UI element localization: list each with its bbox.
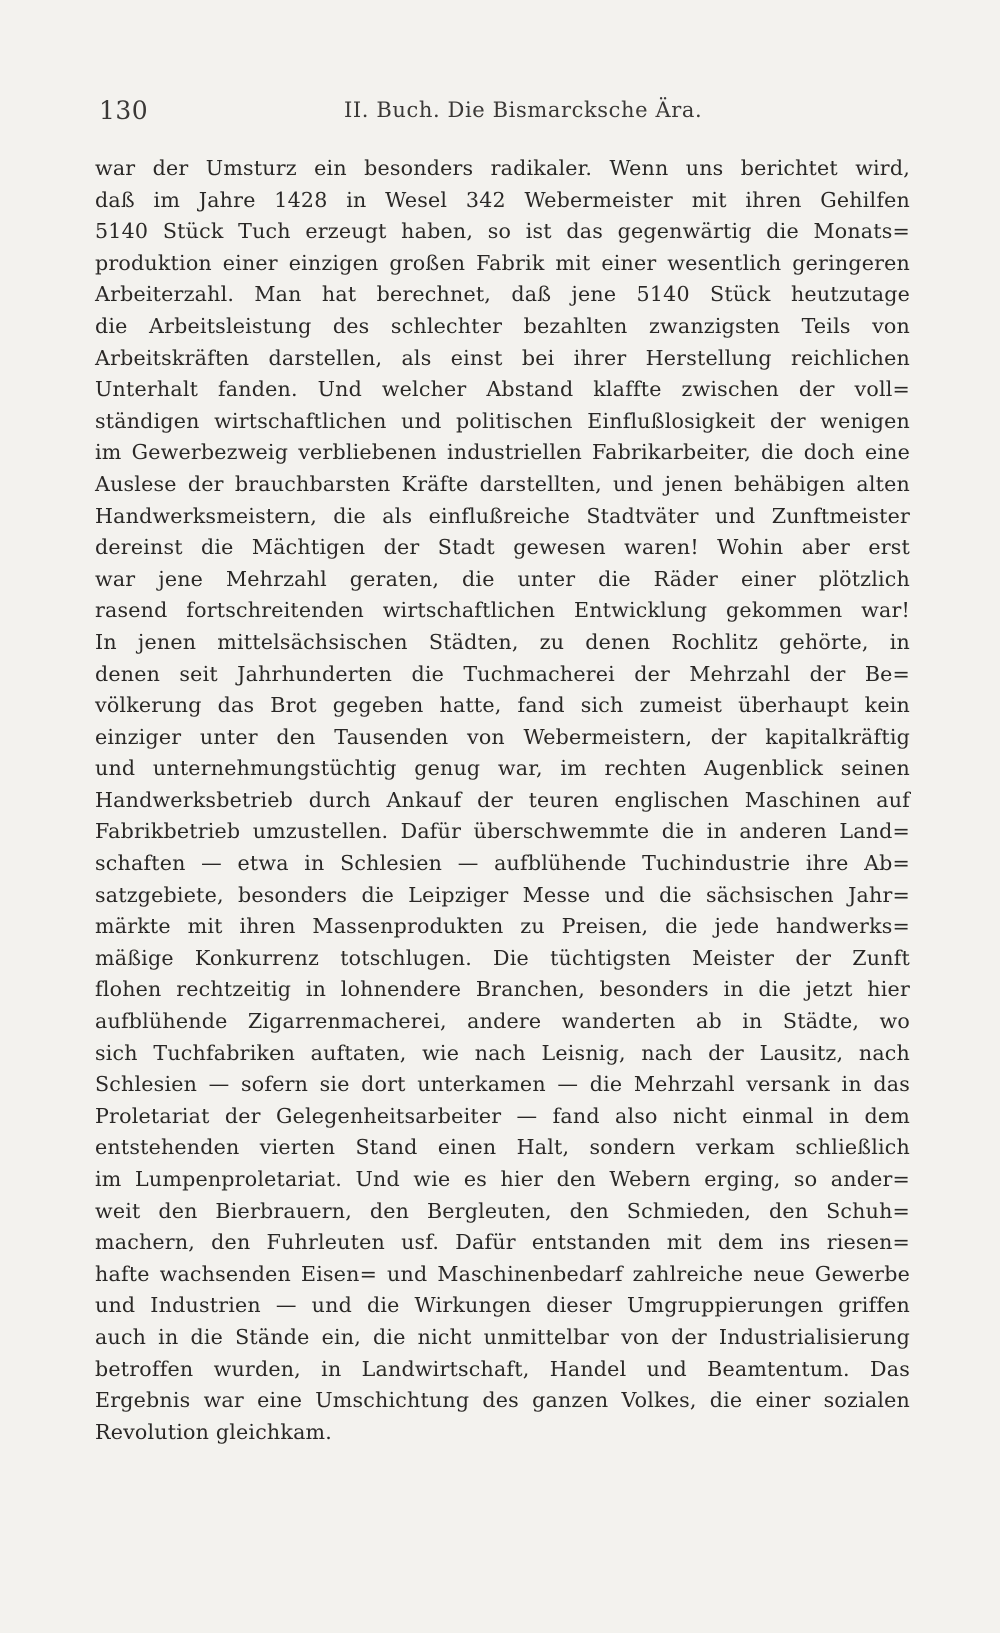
text-line: rasend fortschreitenden wirtschaftlichen Entwicklung gekommen war! <box>95 598 910 623</box>
text-line: aufblühende Zigarrenmacherei, andere wanderten ab in Städte, wo <box>95 1009 910 1034</box>
text-line: daß im Jahre 1428 in Wesel 342 Webermeister mit ihren Gehilfen <box>95 187 910 212</box>
text-line: Fabrikbetrieb umzustellen. Dafür überschwemmte die in anderen Land= <box>95 819 910 844</box>
text-line: Proletariat der Gelegenheitsarbeiter — fand also nicht einmal in dem <box>95 1103 910 1128</box>
text-line: denen seit Jahrhunderten die Tuchmacherei der Mehrzahl der Be= <box>95 661 910 686</box>
text-line: Arbeiterzahl. Man hat berechnet, daß jene 5140 Stück heutzutage <box>95 282 910 307</box>
text-line: produktion einer einzigen großen Fabrik mit einer wesentlich geringeren <box>95 250 910 275</box>
text-line: Ergebnis war eine Umschichtung des ganzen Volkes, die einer sozialen <box>95 1388 910 1413</box>
text-line: im Lumpenproletariat. Und wie es hier den Webern erging, so ander= <box>95 1167 910 1191</box>
text-line: Arbeitskräften darstellen, als einst bei ihrer Herstellung reichlichen <box>95 345 910 370</box>
text-line: sich Tuchfabriken auftaten, wie nach Leisnig, nach der Lausitz, nach <box>95 1040 910 1065</box>
text-line: war jene Mehrzahl geraten, die unter die Räder einer plötzlich <box>95 566 910 591</box>
page-header <box>99 96 909 136</box>
text-line: völkerung das Brot gegeben hatte, fand sich zumeist überhaupt kein <box>95 693 910 718</box>
text-line: machern, den Fuhrleuten usf. Dafür entstanden mit dem ins riesen= <box>95 1230 910 1255</box>
text-line: dereinst die Mächtigen der Stadt gewesen waren! Wohin aber erst <box>95 535 910 560</box>
text-line: die Arbeitsleistung des schlechter bezahlten zwanzigsten Teils von <box>95 313 910 338</box>
text-line: Unterhalt fanden. Und welcher Abstand klaffte zwischen der voll= <box>95 377 910 402</box>
text-line: betroffen wurden, in Landwirtschaft, Handel und Beamtentum. Das <box>95 1356 910 1381</box>
text-line: schaften — etwa in Schlesien — aufblühende Tuchindustrie ihre Ab= <box>95 851 910 876</box>
page-number: 130 <box>99 96 149 125</box>
text-line: Auslese der brauchbarsten Kräfte darstellten, und jenen behäbigen alten <box>95 471 910 496</box>
text-line: In jenen mittelsächsischen Städten, zu denen Rochlitz gehörte, in <box>95 629 910 654</box>
text-line: Handwerksmeistern, die als einflußreiche Stadtväter und Zunftmeister <box>95 503 910 528</box>
text-line: und unternehmungstüchtig genug war, im rechten Augenblick seinen <box>95 756 910 781</box>
text-line: märkte mit ihren Massenprodukten zu Preisen, die jede handwerks= <box>95 914 910 939</box>
running-head: II. Buch. Die Bismarcksche Ära. <box>344 98 703 122</box>
text-line: 5140 Stück Tuch erzeugt haben, so ist das gegenwärtig die Monats= <box>95 219 910 244</box>
text-line: entstehenden vierten Stand einen Halt, sondern verkam schließlich <box>95 1135 910 1160</box>
text-line: weit den Bierbrauern, den Bergleuten, den Schmieden, den Schuh= <box>95 1198 910 1223</box>
text-line: Handwerksbetrieb durch Ankauf der teuren englischen Maschinen auf <box>95 787 910 812</box>
text-line: im Gewerbezweig verbliebenen industriellen Fabrikarbeiter, die doch eine <box>95 440 910 465</box>
body-text <box>95 153 910 1448</box>
text-line: Revolution gleichkam. <box>95 1419 333 1444</box>
text-line: auch in die Stände ein, die nicht unmittelbar von der Industrialisierung <box>95 1324 910 1349</box>
text-line: satzgebiete, besonders die Leipziger Messe und die sächsischen Jahr= <box>95 882 910 907</box>
text-line: ständigen wirtschaftlichen und politischen Einflußlosigkeit der wenigen <box>95 408 910 433</box>
text-line: flohen rechtzeitig in lohnendere Branchen, besonders in die jetzt hier <box>95 977 910 1002</box>
text-line: und Industrien — und die Wirkungen dieser Umgruppierungen griffen <box>95 1293 910 1318</box>
text-line: einziger unter den Tausenden von Webermeistern, der kapitalkräftig <box>95 724 910 749</box>
text-line: Schlesien — sofern sie dort unterkamen — die Mehrzahl versank in das <box>95 1072 910 1097</box>
text-line: war der Umsturz ein besonders radikaler. Wenn uns berichtet wird, <box>95 156 910 180</box>
text-line: mäßige Konkurrenz totschlugen. Die tüchtigsten Meister der Zunft <box>95 945 910 970</box>
text-line: hafte wachsenden Eisen= und Maschinenbedarf zahlreiche neue Gewerbe <box>95 1261 910 1286</box>
